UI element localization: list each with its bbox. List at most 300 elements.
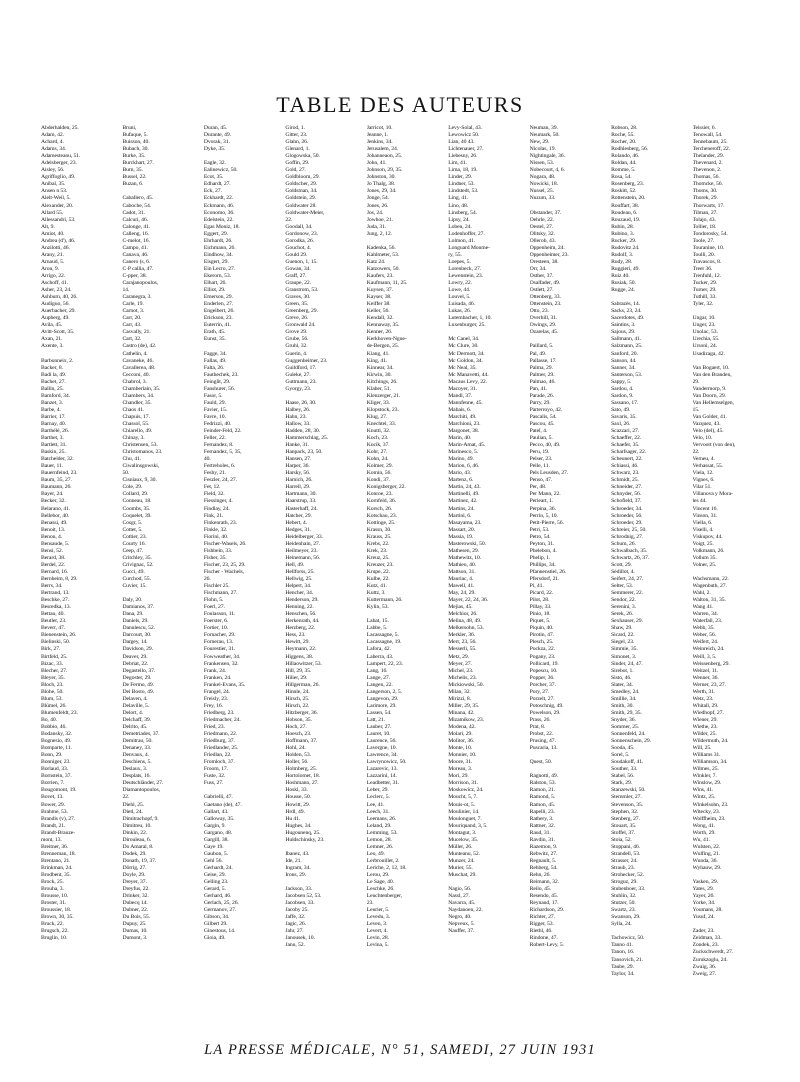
- author-entry: Eunst, 35.: [203, 336, 226, 343]
- author-entry: Vazquez, 43.: [692, 420, 721, 427]
- author-entry: Sanson, 44.: [611, 357, 637, 364]
- index-column: [693, 125, 771, 1015]
- author-entry: Per, 48.: [529, 484, 547, 491]
- author-entry: Katzowers, 50.: [366, 265, 400, 272]
- author-entry: Touranine, 10.: [692, 244, 725, 251]
- author-entry: Hanpack, 23, 50.: [285, 449, 323, 456]
- author-entry: Unolac, 53.: [692, 329, 718, 336]
- author-entry: Sylla, 24.: [611, 921, 632, 928]
- author-entry: Krassn, 30.: [366, 526, 392, 533]
- author-entry: Kerkhoven-Ngue-: [366, 336, 407, 343]
- author-entry: Stroguz, 29.: [611, 879, 638, 886]
- author-entry: Siegel, 23.: [611, 639, 635, 646]
- author-entry: Arrigo, 22.: [41, 272, 66, 279]
- author-entry: Martins, 24.: [448, 505, 475, 512]
- author-entry: Leemans, 26.: [366, 815, 397, 822]
- author-entry: Gehl 56.: [203, 857, 223, 864]
- author-entry: Ottenstein, 23.: [529, 301, 562, 308]
- author-entry: Johanneaon, 25.: [366, 153, 403, 160]
- author-entry: Canero (s, 6.: [122, 258, 151, 265]
- author-entry: Van den Branden,: [692, 371, 732, 378]
- author-entry: Delaven, 4.: [122, 695, 148, 702]
- author-entry: Lukas, 26.: [448, 308, 472, 315]
- authors-index: [41, 125, 771, 1015]
- author-entry: Parterroyo, 42.: [529, 406, 563, 413]
- author-entry: Robson, 28.: [611, 125, 638, 131]
- author-entry: Rosa, 54.: [611, 174, 632, 181]
- author-entry: Donath, 19, 37.: [122, 857, 157, 864]
- author-entry: Hencher, 34.: [285, 590, 314, 597]
- author-entry: Wulsten, 22.: [692, 843, 721, 850]
- author-entry: Fertreholes, 6.: [203, 463, 236, 470]
- author-entry: Cavallerea, 48.: [122, 364, 156, 371]
- author-entry: Fagge, 34.: [203, 350, 227, 357]
- author-entry: Backer, 8.: [41, 364, 63, 371]
- author-entry: Delrito, 45.: [122, 723, 148, 730]
- author-entry: Heidelberger, 33.: [285, 533, 323, 540]
- author-entry: Muschat, 29.: [448, 871, 477, 878]
- author-entry: Marin-Amat, 45.: [448, 442, 486, 449]
- author-entry: Brandt, 21.: [41, 822, 66, 829]
- author-entry: Pi, 41.: [529, 583, 544, 590]
- author-entry: Lange, 27.: [366, 674, 390, 681]
- author-entry: Ostlett, 27.: [529, 287, 554, 294]
- author-entry: Hammerschlag, 25.: [285, 435, 329, 442]
- author-entry: Simmie, 35.: [611, 646, 638, 653]
- author-entry: Johnson, 29, 35.: [366, 167, 403, 174]
- author-entry: Chiarello, 49.: [122, 428, 153, 435]
- author-entry: Cecconi, 40.: [122, 371, 150, 378]
- author-entry: Demitrau, 50.: [122, 738, 153, 745]
- author-entry: [530, 336, 608, 343]
- author-entry: Gerlach, 25, 26.: [203, 900, 239, 907]
- author-entry: Edelstein, 22.: [203, 216, 234, 223]
- author-entry: Lindstedt, 53.: [448, 188, 479, 195]
- author-entry: Dimitrachopf, 9.: [122, 815, 159, 822]
- author-entry: Grube, 56.: [285, 336, 309, 343]
- author-entry: Feszler, 24, 27.: [203, 477, 237, 484]
- author-entry: Blecher, 27.: [41, 667, 68, 674]
- author-entry: Mouis-ot, 5.: [448, 801, 475, 808]
- author-entry: Lassen, 54.: [366, 709, 392, 716]
- author-entry: Cottier, 23.: [122, 533, 147, 540]
- author-entry: Froom, 17.: [203, 766, 228, 773]
- author-entry: Canava, 46.: [122, 251, 149, 258]
- author-entry: Batchelder, 32.: [41, 456, 74, 463]
- author-entry: Agriffoglio, 49.: [41, 174, 76, 181]
- author-entry: Rigger, 53.: [529, 921, 554, 928]
- author-entry: Cole, 29.: [122, 484, 143, 491]
- author-entry: Verhassat, 55.: [692, 463, 723, 470]
- author-entry: Debriat, 22.: [122, 660, 149, 667]
- author-entry: Swanson, 29.: [611, 914, 641, 921]
- author-entry: Egas Moniz, 18.: [203, 223, 240, 230]
- author-entry: Potoschnig, 49.: [529, 702, 564, 709]
- author-entry: Lewowicz 50.: [448, 132, 480, 139]
- author-entry: Perpina, 36.: [529, 505, 556, 512]
- author-entry: Stoia, 52.: [611, 836, 632, 843]
- author-entry: Romme, 5.: [611, 167, 636, 174]
- author-entry: Eckhardt, 22.: [203, 195, 234, 202]
- author-entry: Banzet, 3.: [41, 399, 63, 406]
- author-entry: Ashburn, 40, 26.: [41, 294, 78, 301]
- author-entry: Ragnotti, 49.: [529, 773, 558, 780]
- author-entry: Cuvier, 15.: [122, 583, 147, 590]
- author-entry: Bodansky, 32.: [41, 731, 73, 738]
- author-entry: Hrdl, 49.: [285, 808, 305, 815]
- author-entry: Tondorosky, 54.: [692, 230, 728, 237]
- author-entry: Delaville, 5.: [122, 702, 150, 709]
- author-entry: [448, 879, 526, 886]
- author-entry: Williams 31.: [692, 752, 721, 759]
- author-entry: Van Doorn, 29.: [692, 392, 726, 399]
- author-entry: Wetz, 23.: [692, 695, 714, 702]
- author-entry: Hugounenq, 25.: [285, 829, 321, 836]
- author-entry: Deaver, 29.: [122, 653, 148, 660]
- author-entry: Ungar, 10.: [692, 315, 716, 322]
- author-entry: Roudeau, 6.: [611, 209, 638, 216]
- author-entry: Linsberg, 54.: [448, 209, 477, 216]
- author-entry: Bernard, 16.: [41, 568, 69, 575]
- author-entry: Otto, 23.: [529, 308, 549, 315]
- author-entry: Degoster, 29.: [122, 674, 152, 681]
- author-entry: Weitzel, 11.: [692, 667, 719, 674]
- author-entry: [693, 872, 771, 879]
- author-entry: Hahn, 23.: [285, 413, 307, 420]
- author-entry: Belarano, 41.: [41, 505, 71, 512]
- author-entry: Gibson, 34.: [203, 914, 230, 921]
- author-entry: Walton, 31, 35.: [692, 597, 726, 604]
- author-entry: Quest, 50.: [529, 759, 552, 766]
- author-entry: 23.: [366, 900, 374, 907]
- author-entry: Hillgerman, 26.: [285, 681, 320, 688]
- index-column: [530, 125, 608, 1015]
- author-entry: Piquin, 40.: [529, 625, 554, 632]
- author-entry: Feinder-Feld, 22.: [203, 428, 242, 435]
- author-entry: Tenowall, 54.: [692, 132, 723, 139]
- author-entry: Kottinge, 25.: [366, 519, 396, 526]
- author-entry: Hatcher, 29.: [285, 512, 312, 519]
- author-entry: Breitner, 36.: [41, 843, 69, 850]
- author-entry: Sanford, 20.: [611, 350, 638, 357]
- author-entry: Lerou, 29.: [366, 871, 390, 878]
- author-entry: Hess, 23.: [285, 632, 306, 639]
- author-entry: de-Bergen, 25.: [366, 343, 399, 350]
- author-entry: [530, 752, 608, 759]
- author-entry: Arnaud, 5.: [41, 258, 65, 265]
- author-entry: Hellwig, 25.: [285, 576, 313, 582]
- author-entry: Ozarelas, 45.: [529, 329, 559, 336]
- author-entry: Guenon, 1, 15.: [285, 258, 318, 265]
- author-entry: Adamesteanu, 51.: [41, 153, 81, 160]
- author-entry: Herkenrath, 44.: [285, 618, 320, 625]
- author-entry: Taylor, 34.: [611, 970, 635, 977]
- author-entry: Goldstein, 29.: [285, 195, 316, 202]
- author-entry: Goldscher, 29.: [285, 181, 318, 188]
- author-entry: Cathelin, 4.: [122, 350, 148, 357]
- author-entry: Bauernfeind, 23.: [41, 470, 78, 477]
- author-entry: Achard, 4.: [41, 139, 64, 146]
- author-entry: Haase, 26, 30.: [285, 399, 317, 406]
- author-entry: Dietl, 24.: [122, 808, 143, 815]
- author-entry: [122, 188, 200, 195]
- author-entry: Strasser, 24.: [611, 857, 638, 864]
- author-entry: Serenini, 3.: [611, 604, 636, 611]
- author-entry: Rebwitz, 27.: [529, 850, 558, 857]
- author-entry: Caboche, 54.: [122, 202, 152, 209]
- author-entry: les 44.: [692, 498, 707, 505]
- author-entry: Irons, 29.: [285, 871, 306, 878]
- author-entry: Kolmer, 29.: [366, 463, 393, 470]
- author-entry: Ecot, 35.: [203, 174, 224, 181]
- author-entry: Chamberlain, 35.: [122, 385, 161, 392]
- author-entry: Hansen, 27.: [285, 456, 312, 463]
- author-entry: Reynaud, 17.: [529, 900, 559, 907]
- author-entry: Kahlmeter, 53.: [366, 251, 400, 258]
- author-entry: Howitt, 29.: [285, 801, 310, 808]
- author-entry: Rudovitz 24.: [611, 244, 640, 251]
- author-entry: Borlaud, 33.: [41, 766, 69, 773]
- author-entry: Baumann, 26.: [41, 484, 72, 491]
- author-entry: Jeanne, 1.: [366, 132, 389, 139]
- author-entry: Mouriquand, 3, 5.: [448, 822, 488, 829]
- author-entry: Lazarevic, 13.: [366, 766, 398, 773]
- author-entry: Zweig, 27.: [692, 970, 717, 977]
- author-entry: Hewitt, 29.: [285, 639, 310, 646]
- author-entry: Daniels, 29.: [122, 618, 149, 625]
- author-entry: Delchaff, 39.: [122, 716, 151, 723]
- author-entry: Ralston, 53.: [529, 780, 556, 787]
- author-entry: 22.: [122, 794, 130, 801]
- author-entry: Tercheneroff, 22.: [692, 146, 730, 153]
- author-entry: Stouart, 35.: [611, 822, 637, 829]
- author-entry: Feinglit, 29.: [203, 378, 231, 385]
- author-entry: Pockza, 22.: [529, 646, 555, 653]
- author-entry: Roche, 55.: [611, 132, 635, 139]
- author-entry: Nussel, 25.: [529, 188, 554, 195]
- author-entry: Selter, 53.: [611, 583, 634, 590]
- author-entry: Ollerob, 43.: [529, 237, 556, 244]
- author-entry: Parry, 29.: [529, 399, 551, 406]
- author-entry: Pinio, 18.: [529, 611, 551, 618]
- index-column: [448, 125, 526, 1015]
- author-entry: Schneider, 27.: [611, 484, 643, 491]
- author-entry: Wunda, 36.: [692, 857, 718, 864]
- author-entry: Sallmann, 41.: [611, 336, 642, 343]
- author-entry: Van Bogaert, 10.: [692, 364, 730, 371]
- author-entry: Michelis, 23.: [448, 674, 477, 681]
- author-entry: Wu, 41.: [692, 836, 710, 843]
- author-entry: Schroeder, 29.: [611, 519, 643, 526]
- author-entry: Wilmes, 25.: [692, 766, 719, 773]
- author-entry: Oppenheim, 24.: [529, 244, 565, 251]
- author-entry: Bo, 40.: [41, 716, 57, 723]
- author-entry: Neumark, 50.: [529, 132, 560, 139]
- author-entry: Keller, 56.: [366, 308, 390, 315]
- author-entry: Jowhoe, 21.: [366, 216, 393, 223]
- author-entry: Leo, 49.: [366, 850, 385, 857]
- author-entry: Nepveux, 5.: [448, 921, 475, 928]
- author-entry: Minana, 42.: [448, 709, 475, 716]
- author-entry: Jahr, 27.: [285, 928, 304, 935]
- author-entry: Bougomont, 19.: [41, 787, 77, 794]
- author-entry: Frankel-Evans, 35.: [203, 681, 246, 688]
- author-entry: Dreyer, 37.: [122, 879, 147, 886]
- author-entry: Goldsman, 34.: [285, 188, 318, 195]
- author-entry: Jarricot, 10.: [366, 125, 393, 131]
- author-entry: Dubecq 14.: [122, 900, 148, 907]
- author-entry: Mattson, 31.: [448, 568, 476, 575]
- author-entry: Nicolas, 19.: [529, 146, 556, 153]
- author-entry: Buzan, 6.: [122, 181, 144, 188]
- author-entry: Cart, 32.: [122, 336, 142, 343]
- author-entry: Parade, 26.: [529, 392, 554, 399]
- author-entry: Monte, 10.: [448, 745, 473, 752]
- author-entry: Pillay, 33.: [529, 604, 552, 611]
- author-entry: Bielinski, 50.: [41, 639, 71, 646]
- author-entry: ry, 55.: [448, 251, 462, 258]
- author-entry: Kirwin, 30.: [366, 371, 392, 378]
- index-column: [285, 125, 363, 1015]
- author-entry: Jagic, 26.: [285, 921, 306, 928]
- author-entry: Warren, 34.: [692, 611, 718, 618]
- author-entry: Blumenfeldt, 23.: [41, 709, 78, 716]
- author-entry: Do Amaral, 8.: [122, 843, 154, 850]
- author-entry: Fernandez, 5, 35,: [203, 449, 242, 456]
- author-entry: Coombs, 35.: [122, 505, 151, 512]
- index-column: [41, 125, 119, 1015]
- index-column: [122, 125, 200, 1015]
- author-entry: Glenard, 1.: [285, 146, 310, 153]
- author-entry: Tilman, 27.: [692, 209, 718, 216]
- author-entry: Crivignac, 52.: [122, 561, 154, 568]
- author-entry: Rugge, 24.: [611, 287, 635, 294]
- author-entry: Kotschau, 23.: [366, 512, 397, 519]
- author-entry: Pelser, 23.: [529, 456, 553, 463]
- author-entry: Montagut, 3.: [448, 829, 477, 836]
- author-entry: Goldwater-Meier,: [285, 209, 325, 216]
- footer: LA PRESSE MÉDICALE, N° 51, SAMEDI, 27 JUIN 1931: [204, 1042, 596, 1058]
- author-entry: Mayer, 22, 24, 36.: [448, 597, 489, 604]
- author-entry: Hartmann, 30.: [285, 491, 317, 498]
- author-entry: Fourestier, 31.: [203, 646, 236, 653]
- author-entry: Phelebon, 4.: [529, 547, 557, 554]
- author-entry: Williamson, 34.: [692, 759, 728, 766]
- author-entry: Greve, 26.: [285, 315, 309, 322]
- author-entry: Kulbe, 22.: [366, 576, 390, 582]
- author-entry: Oestel, 27.: [529, 223, 554, 230]
- author-entry: Nauffer, 37.: [448, 928, 475, 935]
- author-entry: Rottenstein, 20.: [611, 195, 646, 202]
- author-entry: Harnich, 26.: [285, 477, 313, 484]
- author-entry: Schnyder, 56.: [611, 491, 642, 498]
- author-entry: Tansovich, 21.: [611, 956, 643, 963]
- author-entry: Pirotin, 47.: [529, 632, 554, 639]
- author-entry: Leven, 3.: [366, 921, 388, 928]
- author-entry: Le Sage, 40.: [366, 879, 394, 886]
- author-entry: Smedley, 24.: [611, 688, 640, 695]
- author-entry: Thorwarts, 17.: [692, 202, 725, 209]
- author-entry: Drinker, 32.: [122, 893, 149, 900]
- author-entry: Baskin, 25.: [41, 449, 66, 456]
- author-entry: Eindhow, 34.: [203, 251, 233, 258]
- author-entry: Lerbrouillet, 2.: [366, 857, 400, 864]
- author-entry: Bruck, 22.: [41, 921, 64, 928]
- author-entry: Graves, 30.: [285, 294, 311, 301]
- author-entry: Mickiowski, 50.: [448, 681, 484, 688]
- author-entry: Bayer, 24.: [41, 491, 64, 498]
- author-entry: Ceep, 47.: [122, 547, 144, 554]
- author-entry: Brouha, 3.: [41, 886, 64, 893]
- author-entry: Pascalis, 54.: [529, 413, 557, 420]
- author-entry: Favier, 15.: [203, 406, 228, 413]
- author-entry: Molari, 29.: [448, 731, 473, 738]
- author-entry: Ein Lecro, 27.: [203, 265, 236, 272]
- author-entry: Kuttermann, 26.: [366, 597, 403, 604]
- author-entry: Bleyer, 35.: [41, 674, 65, 681]
- author-entry: Blümel, 26.: [41, 702, 67, 709]
- author-entry: Hoski, 33.: [285, 787, 308, 794]
- author-entry: Cosgr, 5.: [122, 519, 143, 526]
- author-entry: Rindone, 47.: [529, 935, 558, 942]
- author-entry: Bruni,: [122, 125, 137, 131]
- author-entry: Massia, 19.: [448, 533, 474, 540]
- author-entry: Chassol, 55.: [122, 420, 150, 427]
- author-entry: Nissen, 53.: [529, 160, 554, 167]
- author-entry: Semmerer, 22.: [611, 590, 643, 597]
- author-entry: Levin, 28.: [366, 935, 389, 942]
- author-entry: Badi la, 49.: [41, 371, 67, 378]
- author-entry: Sardou, 4.: [611, 385, 634, 392]
- author-entry: Hilier, 29.: [285, 674, 308, 681]
- author-entry: Pfersdorf, 21.: [529, 576, 560, 582]
- author-entry: Denaney, 33.: [122, 745, 152, 752]
- author-entry: Fowweather, 34.: [203, 653, 241, 660]
- author-entry: Prusing, 47.: [529, 738, 556, 745]
- author-entry: Nobecourt, 4, 6.: [529, 167, 565, 174]
- author-entry: Sexhauser, 29.: [611, 618, 643, 625]
- author-entry: Jacobsen, 33.: [285, 900, 315, 907]
- author-entry: Asher, 23, 24.: [41, 287, 72, 294]
- author-entry: Palmao, 46.: [529, 378, 556, 385]
- author-entry: Lian, 40 43.: [448, 139, 475, 146]
- author-entry: Wildermuth, 24.: [692, 738, 729, 745]
- author-entry: Thelander, 29.: [692, 153, 724, 160]
- author-entry: Dumont, 3.: [122, 935, 148, 942]
- author-entry: Sabrazès, 14.: [611, 301, 640, 308]
- author-entry: Guildford, 17.: [285, 364, 317, 371]
- author-entry: Sacerdotes, 49.: [611, 315, 645, 322]
- author-entry: Holden, 53.: [285, 752, 311, 759]
- author-entry: Schaefer, 35.: [611, 442, 640, 449]
- author-entry: Wolffheim, 23.: [692, 815, 726, 822]
- author-entry: Demetriades, 37.: [122, 731, 160, 738]
- author-entry: Waterfall, 23.: [692, 618, 723, 625]
- author-entry: Weber, 56.: [692, 632, 716, 639]
- author-entry: Guleke, 27.: [285, 371, 311, 378]
- author-entry: Bernheim, 8, 29.: [41, 576, 78, 582]
- author-entry: Tucker, 29.: [692, 280, 718, 287]
- author-entry: Mario, 43.: [448, 470, 472, 477]
- author-entry: Hu 41.: [285, 815, 301, 822]
- author-entry: Lowry, 22.: [448, 280, 472, 287]
- author-entry: Frankensen, 32.: [203, 660, 239, 667]
- author-entry: Seifert, 24, 27.: [611, 576, 644, 582]
- author-entry: Fauld, 29.: [203, 399, 226, 406]
- author-entry: Weifert, 24.: [692, 639, 719, 646]
- author-entry: Caranegra, 3.: [122, 294, 152, 301]
- author-entry: Pels Leusden, 27.: [529, 470, 569, 477]
